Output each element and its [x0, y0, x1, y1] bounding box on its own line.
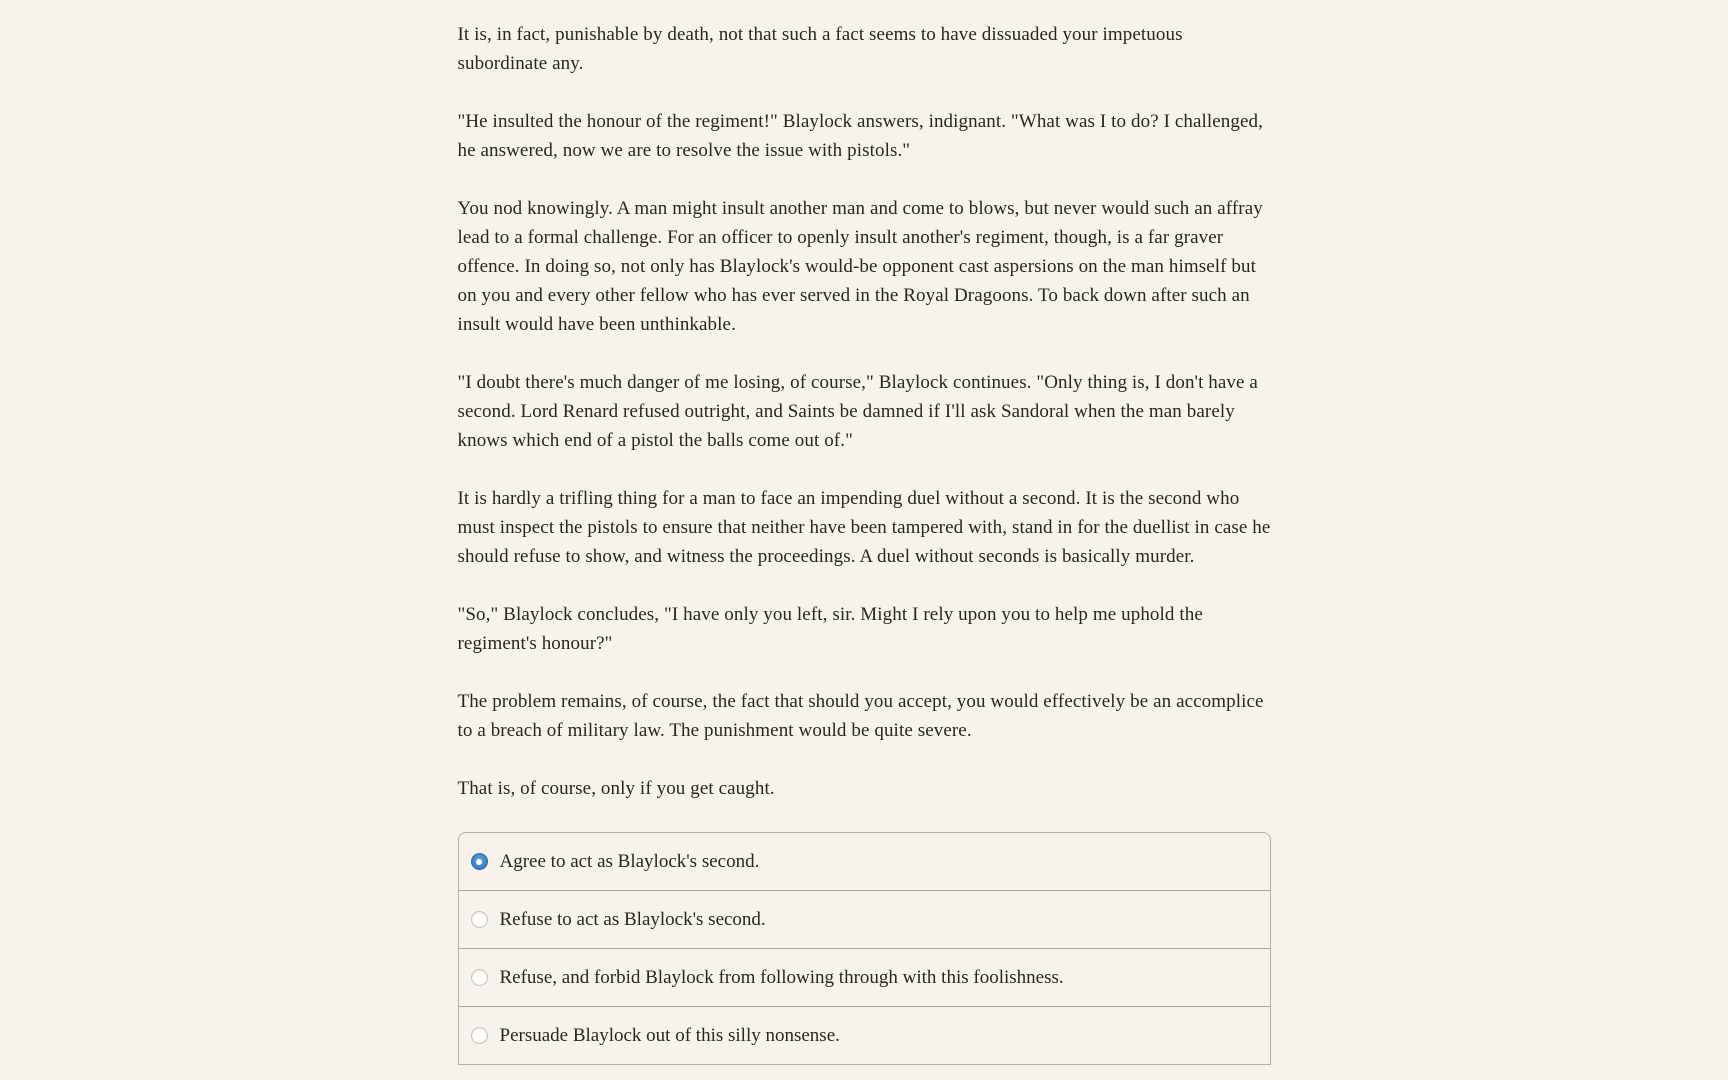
story-paragraph: You nod knowingly. A man might insult another man and come to blows, but never would such an affray lead to a formal challenge. For an officer to openly insult another's regiment, though, is a far graver offence. In doing so, not only has Blaylock's would-be opponent cast aspersions on the man himself but on you and every other fellow who has ever served in the Royal Dragoons. To back down after such an insult would have been unthinkable. [457, 198, 1263, 335]
choice-label: Refuse, and forbid Blaylock from following through with this foolishness. [499, 967, 1064, 988]
story-paragraph: "I doubt there's much danger of me losing, of course," Blaylock continues. "Only thing is, I don't have a second. Lord Renard refused outright, and Saints be damned if I'll ask Sandoral when the man barely knows which end of a pistol the balls come out of." [457, 372, 1258, 451]
story-paragraph: It is hardly a trifling thing for a man to face an impending duel without a second. It is the second who must inspect the pistols to ensure that neither have been tampered with, stand in for the duellist in case he should refuse to show, and witness the proceedings. A duel without seconds is basically murder. [457, 488, 1271, 567]
choice-label: Persuade Blaylock out of this silly nonsense. [499, 1025, 840, 1046]
choice-option-agree-second[interactable] [459, 833, 1270, 890]
story-paragraph: That is, of course, only if you get caught. [457, 778, 775, 799]
story-paragraph: "So," Blaylock concludes, "I have only you left, sir. Might I rely upon you to help me uphold the regiment's honour?" [457, 604, 1203, 654]
choice-option-persuade[interactable] [459, 1006, 1270, 1064]
choice-label: Refuse to act as Blaylock's second. [499, 909, 766, 930]
choices-box [458, 832, 1271, 1065]
radio-button-icon[interactable] [471, 1027, 488, 1044]
radio-button-selected-icon[interactable] [471, 853, 488, 870]
story-paragraph: It is, in fact, punishable by death, not that such a fact seems to have dissuaded your impetuous subordinate any. [457, 24, 1183, 74]
choice-option-refuse-second[interactable] [459, 890, 1270, 948]
radio-button-icon[interactable] [471, 969, 488, 986]
radio-button-icon[interactable] [471, 911, 488, 928]
story-paragraph: The problem remains, of course, the fact that should you accept, you would effectively be an accomplice to a breach of military law. The punishment would be quite severe. [457, 691, 1264, 741]
choice-option-refuse-and-forbid[interactable] [459, 948, 1270, 1006]
story-paragraph: "He insulted the honour of the regiment!" Blaylock answers, indignant. "What was I to do? I challenged, he answered, now we are to resolve the issue with pistols." [457, 111, 1263, 161]
story-column [458, 0, 1271, 1065]
choice-label: Agree to act as Blaylock's second. [499, 851, 760, 872]
